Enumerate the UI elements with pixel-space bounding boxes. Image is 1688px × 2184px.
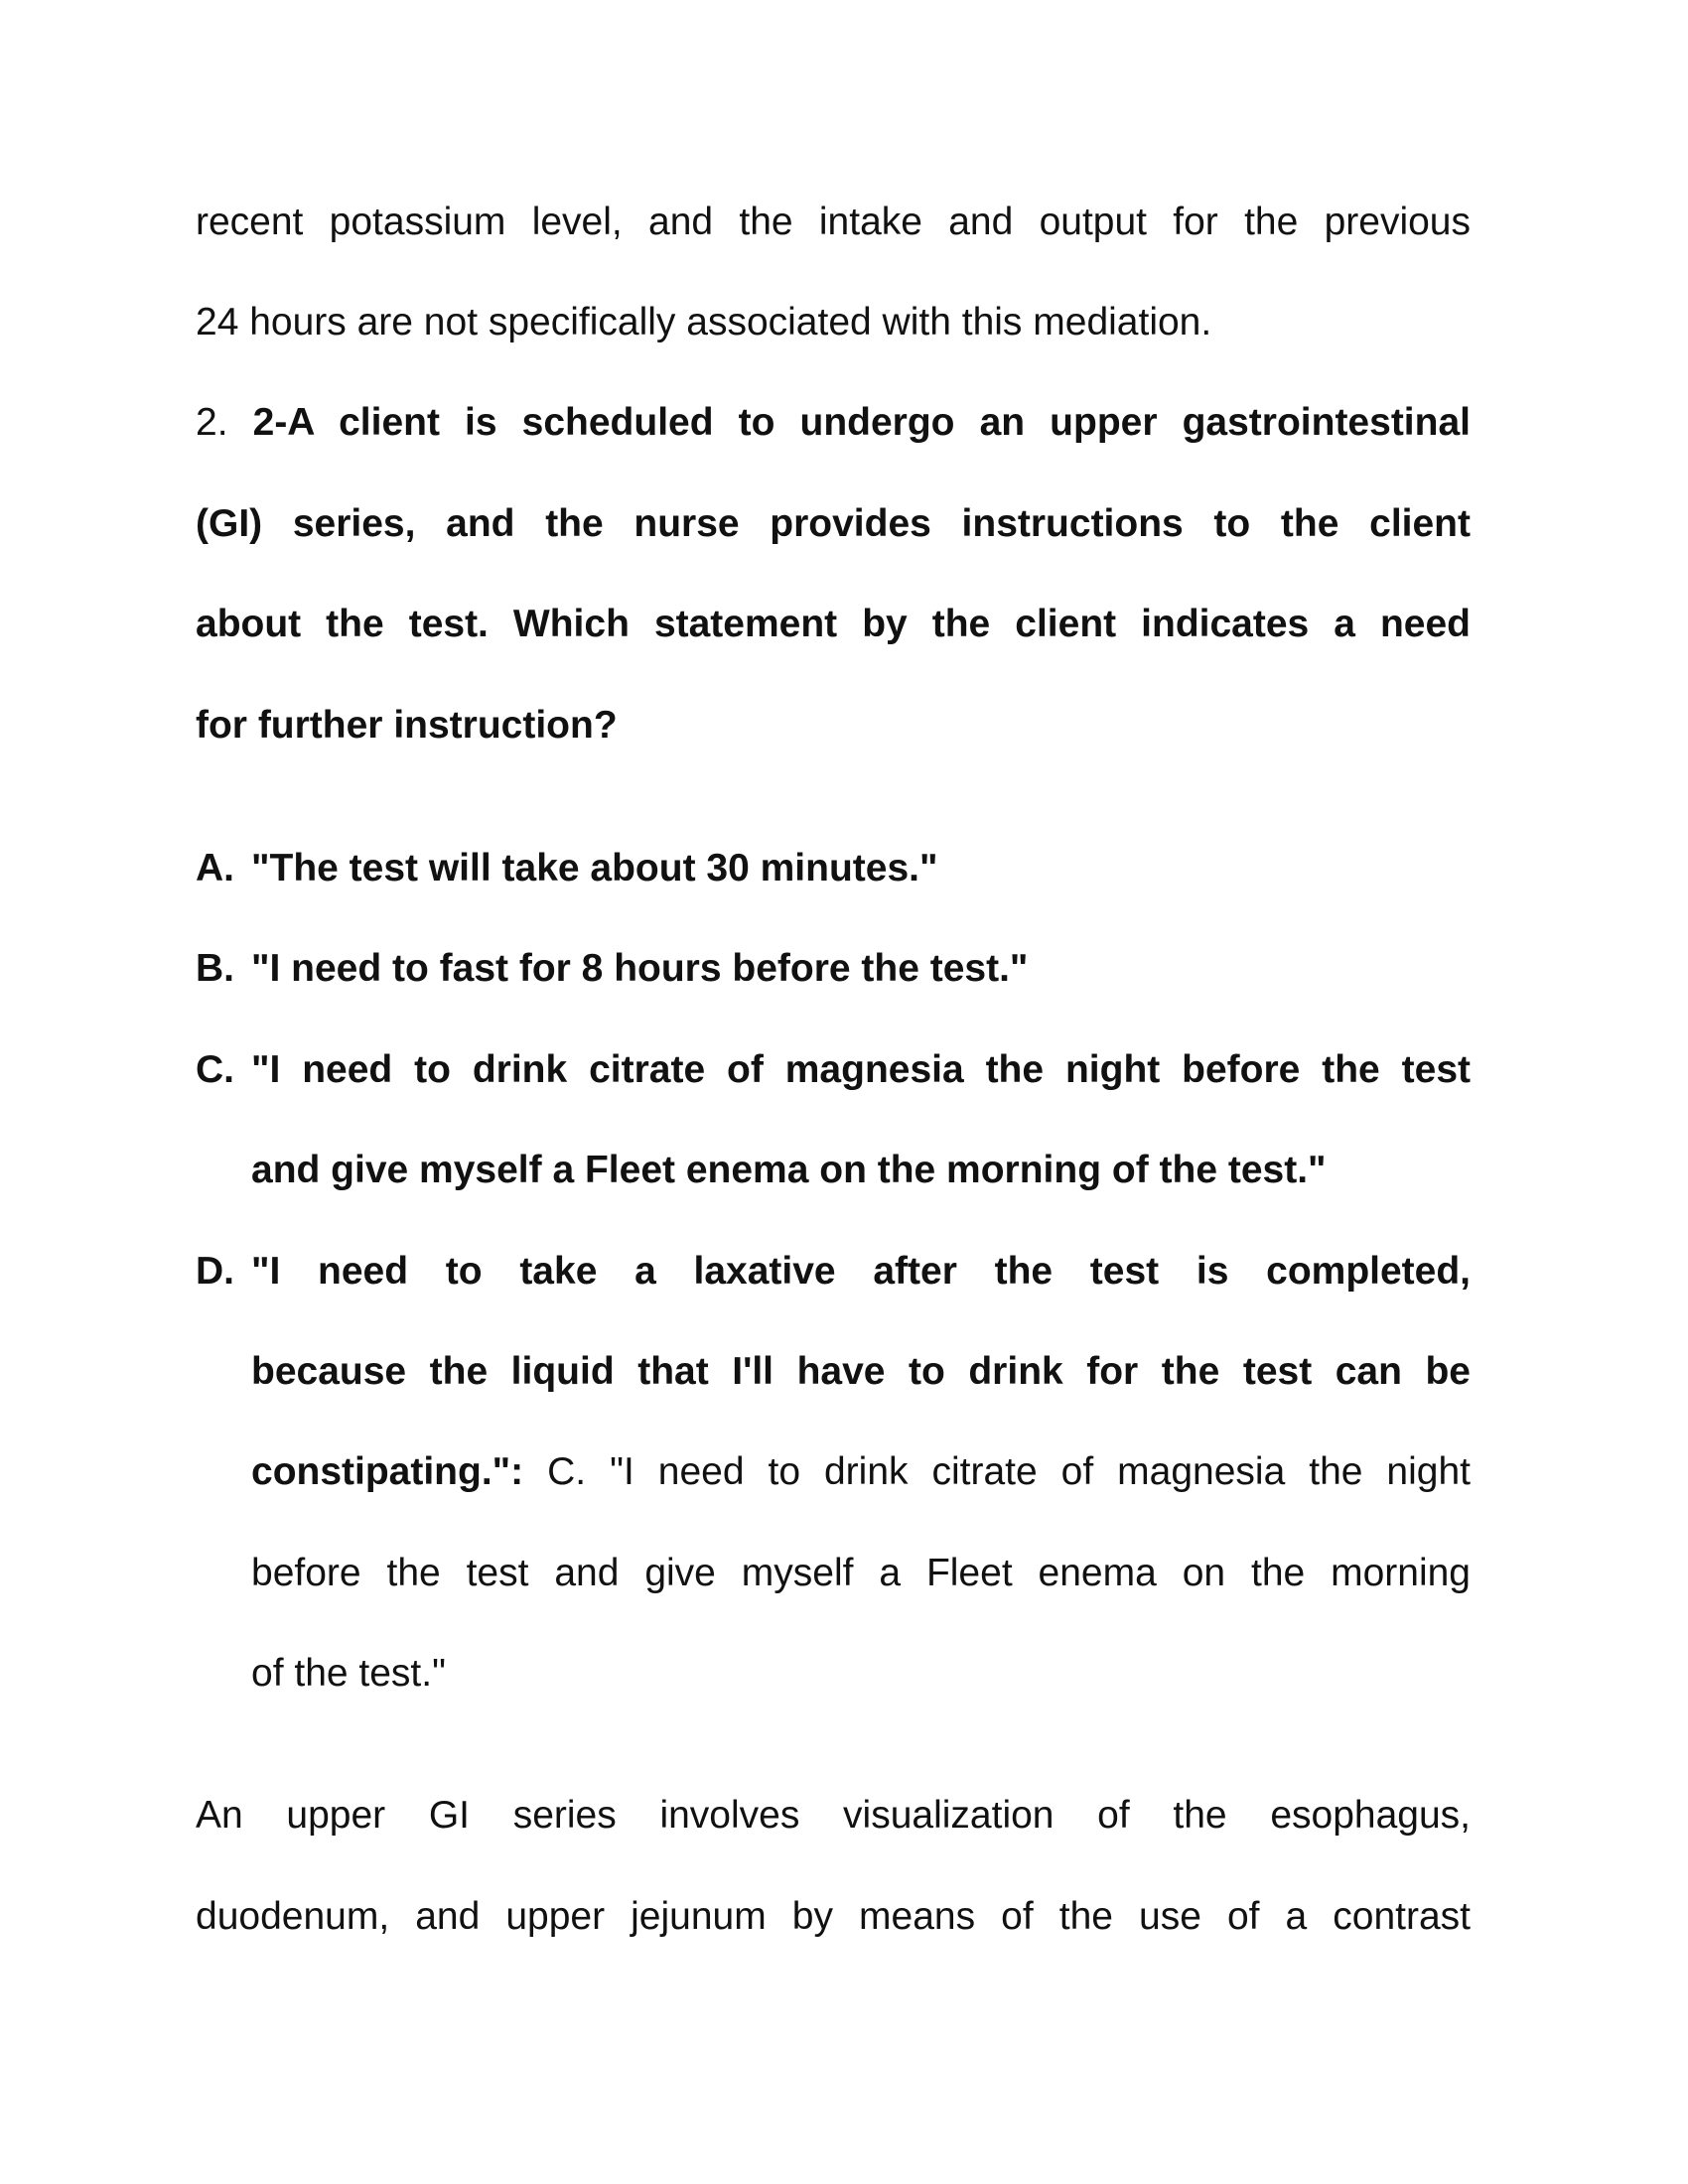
question-line: about the test. Which statement by the client indicates a need (196, 603, 1471, 645)
question-number: 2. (196, 401, 228, 444)
question-line: (GI) series, and the nurse provides instructions to the client (196, 502, 1471, 545)
intro-line: 24 hours are not specifically associated with this mediation. (196, 301, 1212, 343)
option-letter-a: A. (196, 847, 234, 889)
option-b: "I need to fast for 8 hours before the test." (251, 947, 1029, 990)
option-d-answer-line (251, 1442, 1471, 1502)
option-letter-d: D. (196, 1250, 234, 1293)
answer-text: C. "I need to drink citrate of magnesia the night (547, 1450, 1471, 1493)
option-c: "I need to drink citrate of magnesia the night before the test (251, 1048, 1471, 1091)
question-line: for further instruction? (196, 704, 618, 747)
option-d: because the liquid that I'll have to drink for the test can be (251, 1350, 1471, 1393)
option-letter-b: B. (196, 947, 234, 990)
option-letter-c: C. (196, 1048, 234, 1091)
explanation-line: duodenum, and upper jejunum by means of the use of a contrast (196, 1895, 1471, 1938)
question-text: 2-A client is scheduled to undergo an upper gastrointestinal (252, 401, 1471, 444)
answer-line: of the test." (251, 1652, 446, 1695)
option-a: "The test will take about 30 minutes." (251, 847, 938, 889)
explanation-line: An upper GI series involves visualization of the esophagus, (196, 1794, 1471, 1837)
intro-line: recent potassium level, and the intake and output for the previous (196, 201, 1471, 243)
option-d: "I need to take a laxative after the test is completed, (251, 1250, 1471, 1293)
answer-line: before the test and give myself a Fleet enema on the morning (251, 1552, 1471, 1594)
option-c: and give myself a Fleet enema on the morning of the test." (251, 1149, 1327, 1191)
question-line (196, 393, 1471, 453)
option-d: constipating.": (251, 1450, 524, 1493)
